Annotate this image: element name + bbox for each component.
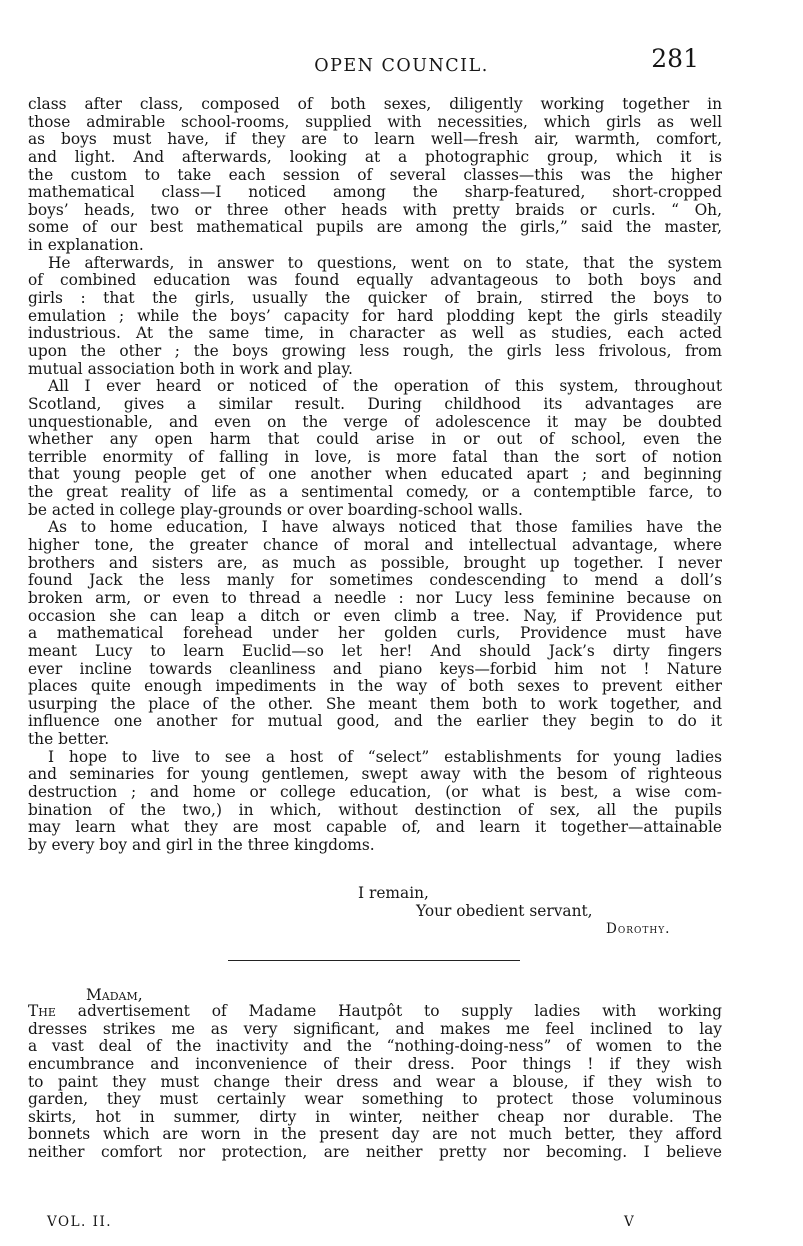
text-line: a vast deal of the inactivity and the “nothing-doing-ness” of women to the — [28, 1038, 722, 1056]
text-line: and light. And afterwards, looking at a photographic group, which it is — [28, 148, 722, 166]
closing-remain: I remain, — [358, 884, 429, 902]
text-line: Scotland, gives a similar result. During childhood its advantages are — [28, 395, 722, 413]
running-title: OPEN COUNCIL. — [314, 56, 489, 76]
text-line: as boys must have, if they are to learn well—fresh air, warmth, comfort, — [28, 131, 722, 149]
text-line: in explanation. — [28, 237, 144, 255]
text-line: places quite enough impediments in the way of both sexes to prevent either — [28, 678, 722, 696]
text-line: As to home education, I have always noticed that those families have the — [48, 519, 722, 537]
text-line: mutual association both in work and play. — [28, 360, 353, 378]
text-line: found Jack the less manly for sometimes condescending to mend a doll’s — [28, 572, 722, 590]
text-line: influence one another for mutual good, and the earlier they begin to do it — [28, 713, 722, 731]
text-line: class after class, composed of both sexes, diligently working together in — [28, 96, 722, 113]
text-line: the better. — [28, 731, 110, 749]
text-line: the custom to take each session of several classes—this was the higher — [28, 166, 722, 184]
letter-body — [28, 96, 722, 855]
text-line: garden, they must certainly wear something to protect those voluminous — [28, 1091, 722, 1109]
gathering-mark: V — [624, 1214, 634, 1230]
page-number: 281 — [651, 44, 699, 73]
text-line: encumbrance and inconvenience of their dress. Poor things ! if they wish — [28, 1055, 722, 1073]
lead-word: The — [28, 1003, 56, 1020]
salutation: Madam, — [86, 986, 143, 1004]
text-line: unquestionable, and even on the verge of adolescence it may be doubted — [28, 413, 722, 431]
text-line: whether any open harm that could arise in or out of school, even the — [28, 431, 722, 449]
text-line: bination of the two,) in which, without destinction of sex, all the pupils — [28, 801, 722, 819]
text-line: a mathematical forehead under her golden curls, Providence must have — [28, 625, 722, 643]
text-line: destruction ; and home or college education, (or what is best, a wise com- — [28, 783, 722, 801]
text-line: He afterwards, in answer to questions, went on to state, that the system — [48, 254, 722, 272]
text-line: broken arm, or even to thread a needle : nor Lucy less feminine because on — [28, 589, 722, 607]
text-line: occasion she can leap a ditch or even climb a tree. Nay, if Providence put — [28, 607, 722, 625]
text-line: those admirable school-rooms, supplied with necessities, which girls as well — [28, 113, 722, 131]
second-letter-body — [28, 1003, 722, 1162]
text-line: I hope to live to see a host of “select” establishments for young ladies — [48, 748, 722, 766]
text-line: brothers and sisters are, as much as possible, brought up together. I never — [28, 554, 722, 572]
text-line: may learn what they are most capable of, and learn it together—attainable — [28, 819, 722, 837]
text-line: ever incline towards cleanliness and piano keys—forbid him not ! Nature — [28, 660, 722, 678]
letter-signature: Dorothy. — [606, 921, 671, 937]
text-line: dresses strikes me as very significant, and makes me feel inclined to lay — [28, 1020, 722, 1038]
text-line: emulation ; while the boys’ capacity for hard plodding kept the girls steadily — [28, 307, 722, 325]
first-line-text: advertisement of Madame Hautpôt to supply ladies with working — [55, 1003, 722, 1020]
text-line: All I ever heard or noticed of the operation of this system, throughout — [48, 378, 722, 396]
text-line: girls : that the girls, usually the quicker of brain, stirred the boys to — [28, 290, 722, 308]
text-line: bonnets which are worn in the present day are not much better, they afford — [28, 1126, 722, 1144]
text-line: industrious. At the same time, in character as well as studies, each acted — [28, 325, 722, 343]
closing-servant: Your obedient servant, — [416, 902, 593, 920]
text-line: and seminaries for young gentlemen, swept away with the besom of righteous — [28, 766, 722, 784]
text-line: by every boy and girl in the three kingdoms. — [28, 836, 375, 854]
text-line: the great reality of life as a sentimental comedy, or a contemptible farce, to — [28, 484, 722, 502]
text-line — [28, 1003, 722, 1021]
text-line: usurping the place of the other. She meant them both to work together, and — [28, 695, 722, 713]
text-line: skirts, hot in summer, dirty in winter, neither cheap nor durable. The — [28, 1108, 722, 1126]
text-line: to paint they must change their dress and wear a blouse, if they wish to — [28, 1073, 722, 1091]
text-line: upon the other ; the boys growing less rough, the girls less frivolous, from — [28, 342, 722, 360]
volume-mark: VOL. II. — [47, 1214, 113, 1230]
text-line: that young people get of one another when educated apart ; and beginning — [28, 466, 722, 484]
text-line: terrible enormity of falling in love, is more fatal than the sort of notion — [28, 448, 722, 466]
text-line: neither comfort nor protection, are neither pretty nor becoming. I believe — [28, 1144, 722, 1162]
text-line: some of our best mathematical pupils are among the girls,” said the master, — [28, 219, 722, 237]
text-line: mathematical class—I noticed among the sharp-featured, short-cropped — [28, 184, 722, 202]
text-line: of combined education was found equally advantageous to both boys and — [28, 272, 722, 290]
text-line: higher tone, the greater chance of moral and intellectual advantage, where — [28, 537, 722, 555]
text-line: boys’ heads, two or three other heads with pretty braids or curls. “ Oh, — [28, 201, 722, 219]
text-line: be acted in college play-grounds or over boarding-school walls. — [28, 501, 523, 519]
section-divider — [228, 960, 520, 961]
text-line: meant Lucy to learn Euclid—so let her! And should Jack’s dirty fingers — [28, 642, 722, 660]
